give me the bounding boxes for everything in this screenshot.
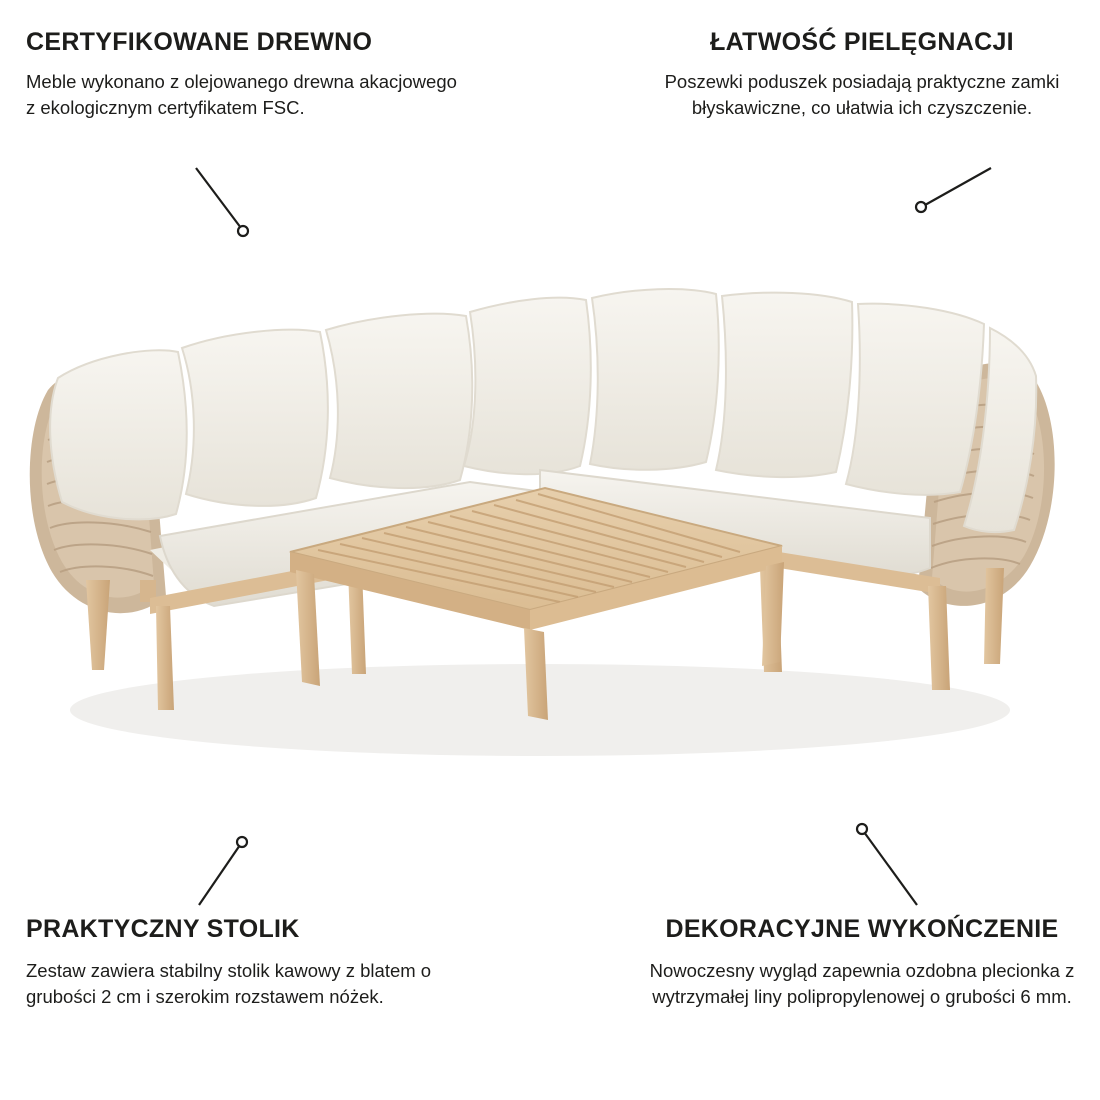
pointer-dot-top-right xyxy=(916,202,926,212)
pointer-line-top-right xyxy=(925,168,991,205)
feature-easy-care xyxy=(632,28,1092,121)
product-image xyxy=(0,250,1100,810)
feature-description: Zestaw zawiera stabilny stolik kawowy z blatem o grubości 2 cm i szerokim rozstawem nóżek. xyxy=(26,959,432,1008)
feature-description: Nowoczesny wygląd zapewnia ozdobna plecionka z wytrzymałej liny polipropylenowej o grubości 6 mm. xyxy=(649,959,1075,1008)
pointer-line-top-left xyxy=(196,168,241,228)
feature-title: PRAKTYCZNY STOLIK xyxy=(26,915,300,943)
pointer-dot-top-left xyxy=(238,226,248,236)
sofa-set-illustration xyxy=(0,250,1100,810)
feature-description: Poszewki poduszek posiadają praktyczne zamki błyskawiczne, co ułatwia ich czyszczenie. xyxy=(664,70,1060,119)
feature-decorative-finish xyxy=(632,915,1092,1010)
feature-practical-table xyxy=(26,915,466,1010)
pointer-dot-bottom-right xyxy=(857,824,867,834)
feature-title: CERTYFIKOWANE DREWNO xyxy=(26,28,373,56)
feature-title: ŁATWOŚĆ PIELĘGNACJI xyxy=(710,28,1014,56)
pointer-dot-bottom-left xyxy=(237,837,247,847)
feature-description: Meble wykonano z olejowanego drewna akacjowego z ekologicznym certyfikatem FSC. xyxy=(26,70,457,119)
feature-certified-wood xyxy=(26,28,466,121)
pointer-line-bottom-right xyxy=(864,832,917,905)
back-cushions-left xyxy=(50,298,591,520)
feature-title: DEKORACYJNE WYKOŃCZENIE xyxy=(665,915,1059,943)
pointer-line-bottom-left xyxy=(199,845,240,905)
